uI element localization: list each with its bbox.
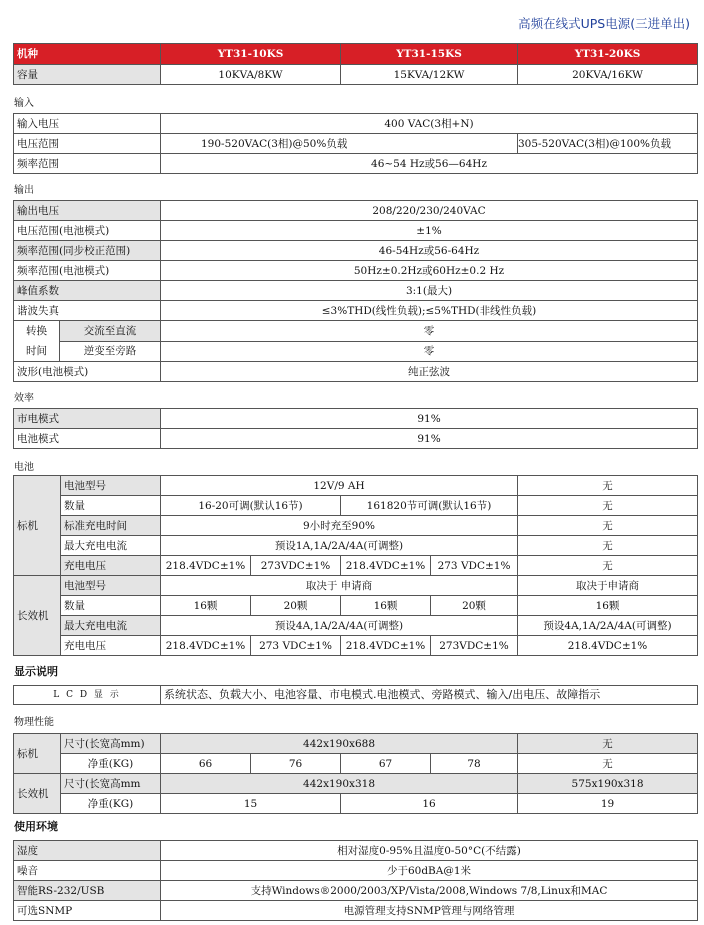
display-table — [13, 685, 698, 705]
table-row — [14, 301, 698, 321]
weight-label: 净重(KG) — [61, 754, 161, 774]
table-row — [14, 496, 698, 516]
section-display: 显示说明 — [14, 665, 58, 678]
table-row — [14, 556, 698, 576]
charge-voltage-c: 218.4VDC±1% — [341, 556, 431, 576]
table-row — [14, 201, 698, 221]
standard-group-label: 标机 — [14, 476, 61, 576]
long-weight-15ks: 16 — [341, 794, 518, 814]
inverter-to-bypass-value: 零 — [161, 341, 698, 362]
battery-count-15ks: 161820节可调(默认16节) — [341, 496, 518, 516]
long-count-d: 20颗 — [431, 596, 518, 616]
long-weight-10ks: 15 — [161, 794, 341, 814]
max-current-value: 预设1A,1A/2A/4A(可调整) — [161, 536, 518, 556]
battery-mode-value: 91% — [161, 429, 698, 449]
section-efficiency: 效率 — [14, 393, 34, 404]
ac-to-dc-value: 零 — [161, 321, 698, 342]
table-row — [14, 476, 698, 496]
battery-type-value: 12V/9 AH — [161, 476, 518, 496]
noise-label: 噪音 — [14, 861, 161, 881]
weight-20ks: 无 — [518, 754, 698, 774]
thd-value: ≤3%THD(线性负载);≤5%THD(非线性负载) — [161, 301, 698, 321]
long-max-current-value: 预设4A,1A/2A/4A(可调整) — [161, 616, 518, 636]
efficiency-table — [13, 408, 698, 449]
battery-count-20ks: 无 — [518, 496, 698, 516]
voltage-range-b: 305-520VAC(3相)@100%负载 — [518, 134, 698, 154]
long-charge-voltage-c: 218.4VDC±1% — [341, 636, 431, 656]
section-output: 输出 — [14, 185, 34, 196]
table-row — [14, 341, 698, 362]
humidity-value: 相对湿度0-95%且温度0-50°C(不结露) — [161, 841, 698, 861]
table-row — [14, 536, 698, 556]
table-row — [14, 861, 698, 881]
table-row — [14, 221, 698, 241]
charge-voltage-a: 218.4VDC±1% — [161, 556, 251, 576]
transfer-label-bottom: 时间 — [26, 345, 47, 357]
long-max-current-20ks: 预设4A,1A/2A/4A(可调整) — [518, 616, 698, 636]
input-freq-label: 频率范围 — [14, 154, 161, 174]
physical-long-label: 长效机 — [14, 774, 61, 814]
table-row — [14, 321, 698, 342]
model-15ks: YT31-15KS — [341, 44, 518, 65]
model-10ks: YT31-10KS — [161, 44, 341, 65]
table-row — [14, 261, 698, 281]
long-group-label: 长效机 — [14, 576, 61, 656]
max-current-20ks: 无 — [518, 536, 698, 556]
humidity-label: 湿度 — [14, 841, 161, 861]
long-battery-type-label: 电池型号 — [61, 576, 161, 596]
capacity-20ks: 20KVA/16KW — [518, 65, 698, 85]
page-title: 高频在线式UPS电源(三进单出) — [518, 16, 690, 31]
output-voltage-value: 208/220/230/240VAC — [161, 201, 698, 221]
section-battery: 电池 — [14, 462, 34, 473]
table-row — [14, 134, 698, 154]
snmp-value: 电源管理支持SNMP管理与网络管理 — [161, 901, 698, 921]
input-voltage-value: 400 VAC(3相+N) — [161, 114, 698, 134]
battery-count-label: 数量 — [61, 496, 161, 516]
voltage-range-a: 190-520VAC(3相)@50%负载 — [161, 134, 518, 154]
charge-time-value: 9小时充至90% — [161, 516, 518, 536]
weight-a: 66 — [161, 754, 251, 774]
environment-table — [13, 840, 698, 921]
battery-mode-label: 电池模式 — [14, 429, 161, 449]
ac-to-dc-label: 交流至直流 — [60, 321, 161, 342]
table-row — [14, 901, 698, 921]
output-voltage-label: 输出电压 — [14, 201, 161, 221]
snmp-label: 可选SNMP — [14, 901, 161, 921]
section-input: 输入 — [14, 98, 34, 109]
mains-mode-label: 市电模式 — [14, 409, 161, 429]
header-row — [14, 44, 698, 65]
table-row — [14, 154, 698, 174]
voltage-range-label: 电压范围 — [14, 134, 161, 154]
section-physical: 物理性能 — [14, 717, 54, 728]
physical-table — [13, 733, 698, 814]
charge-voltage-label: 充电电压 — [61, 556, 161, 576]
inverter-to-bypass-label: 逆变至旁路 — [60, 341, 161, 362]
long-charge-voltage-d: 273VDC±1% — [431, 636, 518, 656]
capacity-15ks: 15KVA/12KW — [341, 65, 518, 85]
table-row — [14, 596, 698, 616]
capacity-10ks: 10KVA/8KW — [161, 65, 341, 85]
sync-freq-value: 46-54Hz或56-64Hz — [161, 241, 698, 261]
rs232-usb-value: 支持Windows®2000/2003/XP/Vista/2008,Windows 7/8,Linux和MAC — [161, 881, 698, 901]
battery-voltage-range-value: ±1% — [161, 221, 698, 241]
table-row — [14, 576, 698, 596]
long-charge-voltage-b: 273 VDC±1% — [251, 636, 341, 656]
battery-freq-value: 50Hz±0.2Hz或60Hz±0.2 Hz — [161, 261, 698, 281]
physical-standard-label: 标机 — [14, 734, 61, 774]
table-row — [14, 734, 698, 754]
table-row — [14, 362, 698, 382]
section-environment: 使用环境 — [14, 820, 58, 833]
size-value: 442x190x688 — [161, 734, 518, 754]
table-row — [14, 774, 698, 794]
weight-b: 76 — [251, 754, 341, 774]
size-20ks: 无 — [518, 734, 698, 754]
long-charge-voltage-label: 充电电压 — [61, 636, 161, 656]
weight-c: 67 — [341, 754, 431, 774]
charge-time-label: 标准充电时间 — [61, 516, 161, 536]
charge-voltage-b: 273VDC±1% — [251, 556, 341, 576]
long-size-label: 尺寸(长宽高mm — [61, 774, 161, 794]
transfer-label-top: 转换 — [26, 325, 47, 337]
lcd-label: L C D 显 示 — [14, 686, 161, 705]
weight-d: 78 — [431, 754, 518, 774]
battery-count-10ks: 16-20可调(默认16节) — [161, 496, 341, 516]
long-battery-type-20ks: 取决于申请商 — [518, 576, 698, 596]
long-count-a: 16颗 — [161, 596, 251, 616]
table-row — [14, 881, 698, 901]
long-battery-type-value: 取决于 申请商 — [161, 576, 518, 596]
max-current-label: 最大充电电流 — [61, 536, 161, 556]
waveform-label: 波形(电池模式) — [14, 362, 161, 382]
long-charge-voltage-20ks: 218.4VDC±1% — [518, 636, 698, 656]
capacity-row — [14, 65, 698, 85]
battery-table — [13, 475, 698, 656]
table-row — [14, 636, 698, 656]
header-table — [13, 43, 698, 85]
battery-freq-label: 频率范围(电池模式) — [14, 261, 161, 281]
battery-type-20ks: 无 — [518, 476, 698, 496]
table-row — [14, 516, 698, 536]
thd-label: 谐波失真 — [14, 301, 161, 321]
input-voltage-label: 输入电压 — [14, 114, 161, 134]
charge-voltage-20ks: 无 — [518, 556, 698, 576]
table-row — [14, 241, 698, 261]
battery-voltage-range-label: 电压范围(电池模式) — [14, 221, 161, 241]
long-count-b: 20颗 — [251, 596, 341, 616]
rs232-usb-label: 智能RS-232/USB — [14, 881, 161, 901]
input-freq-value: 46~54 Hz或56—64Hz — [161, 154, 698, 174]
mains-mode-value: 91% — [161, 409, 698, 429]
crest-factor-label: 峰值系数 — [14, 281, 161, 301]
model-label: 机种 — [14, 44, 161, 65]
long-weight-label: 净重(KG) — [61, 794, 161, 814]
capacity-label: 容量 — [14, 65, 161, 85]
table-row — [14, 114, 698, 134]
table-row — [14, 429, 698, 449]
waveform-value: 纯正弦波 — [161, 362, 698, 382]
table-row — [14, 409, 698, 429]
output-table — [13, 200, 698, 382]
long-count-label: 数量 — [61, 596, 161, 616]
lcd-value: 系统状态、负载大小、电池容量、市电模式.电池模式、旁路模式、输入/出电压、故障指示 — [161, 686, 698, 705]
table-row — [14, 794, 698, 814]
long-count-c: 16颗 — [341, 596, 431, 616]
noise-value: 少于60dBA@1米 — [161, 861, 698, 881]
charge-voltage-d: 273 VDC±1% — [431, 556, 518, 576]
table-row — [14, 281, 698, 301]
table-row — [14, 616, 698, 636]
battery-type-label: 电池型号 — [61, 476, 161, 496]
input-table — [13, 113, 698, 174]
transfer-time-label — [14, 321, 60, 362]
table-row — [14, 686, 698, 705]
table-row — [14, 841, 698, 861]
charge-time-20ks: 无 — [518, 516, 698, 536]
long-count-20ks: 16颗 — [518, 596, 698, 616]
long-size-value: 442x190x318 — [161, 774, 518, 794]
model-20ks: YT31-20KS — [518, 44, 698, 65]
size-label: 尺寸(长宽高mm) — [61, 734, 161, 754]
long-charge-voltage-a: 218.4VDC±1% — [161, 636, 251, 656]
table-row — [14, 754, 698, 774]
long-size-20ks: 575x190x318 — [518, 774, 698, 794]
long-max-current-label: 最大充电电流 — [61, 616, 161, 636]
sync-freq-label: 频率范围(同步校正范围) — [14, 241, 161, 261]
crest-factor-value: 3:1(最大) — [161, 281, 698, 301]
long-weight-20ks: 19 — [518, 794, 698, 814]
